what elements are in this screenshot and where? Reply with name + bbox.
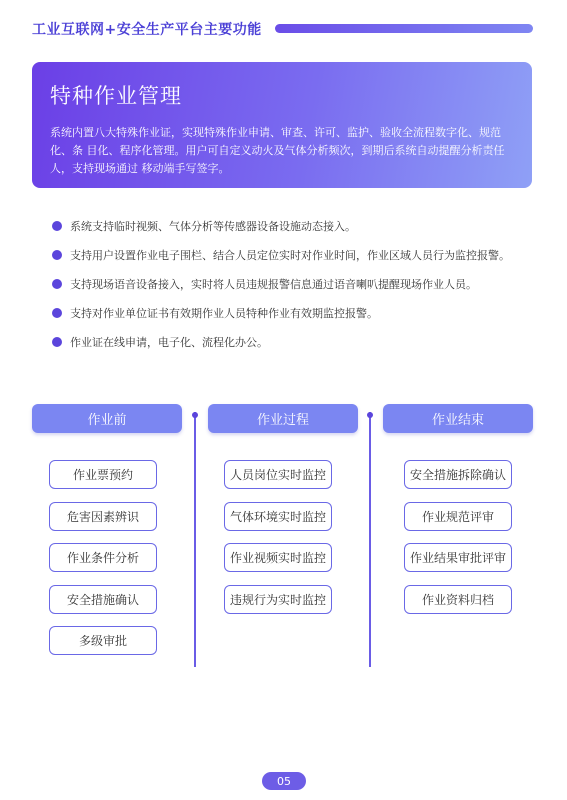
list-item <box>52 240 542 269</box>
list-item-text: 作业证在线申请，电子化、流程化办公。 <box>70 335 268 349</box>
step-box: 人员岗位实时监控 <box>224 460 332 489</box>
header-decor-bar <box>275 24 533 33</box>
list-item-text: 支持对作业单位证书有效期作业人员特种作业有效期监控报警。 <box>70 306 378 320</box>
step-box: 作业票预约 <box>49 460 157 489</box>
hero-description: 系统内置八大特殊作业证，实现特殊作业申请、审查、许可、监护、验收全流程数字化、规范化、条 目化、程序化管理。用户可自定义动火及气体分析频次，到期后系统自动提醒分析责任人，支持现场通过 移动端手写签字。 <box>50 126 505 175</box>
step-box: 作业资料归档 <box>404 585 512 614</box>
list-item-text: 系统支持临时视频、气体分析等传感器设备设施动态接入。 <box>70 219 356 233</box>
divider-dot-icon <box>367 412 373 418</box>
column-divider <box>194 412 196 667</box>
step-box: 多级审批 <box>49 626 157 655</box>
list-item <box>52 327 542 356</box>
list-item <box>52 298 542 327</box>
step-box: 作业条件分析 <box>49 543 157 572</box>
column-divider <box>369 412 371 667</box>
page-number: 05 <box>262 772 306 790</box>
step-box: 安全措施拆除确认 <box>404 460 512 489</box>
step-box: 安全措施确认 <box>49 585 157 614</box>
column-header-before: 作业前 <box>32 404 182 433</box>
list-item <box>52 269 542 298</box>
column-header-after: 作业结束 <box>383 404 533 433</box>
step-box: 违规行为实时监控 <box>224 585 332 614</box>
step-box: 作业规范评审 <box>404 502 512 531</box>
bullet-dot-icon <box>52 221 62 231</box>
hero-title: 特种作业管理 <box>50 84 182 108</box>
list-item-text: 支持用户设置作业电子围栏、结合人员定位实时对作业时间，作业区域人员行为监控报警。 <box>70 248 510 262</box>
hero-card <box>32 62 532 188</box>
step-box: 作业结果审批评审 <box>404 543 512 572</box>
list-item-text: 支持现场语音设备接入，实时将人员违规报警信息通过语音喇叭提醒现场作业人员。 <box>70 277 477 291</box>
step-box: 气体环境实时监控 <box>224 502 332 531</box>
column-header-during: 作业过程 <box>208 404 358 433</box>
step-box: 作业视频实时监控 <box>224 543 332 572</box>
step-box: 危害因素辨识 <box>49 502 157 531</box>
divider-dot-icon <box>192 412 198 418</box>
list-item <box>52 211 542 240</box>
feature-list <box>52 211 542 356</box>
section-title: 工业互联网+安全生产平台主要功能 <box>32 22 262 38</box>
bullet-dot-icon <box>52 250 62 260</box>
bullet-dot-icon <box>52 308 62 318</box>
bullet-dot-icon <box>52 337 62 347</box>
bullet-dot-icon <box>52 279 62 289</box>
